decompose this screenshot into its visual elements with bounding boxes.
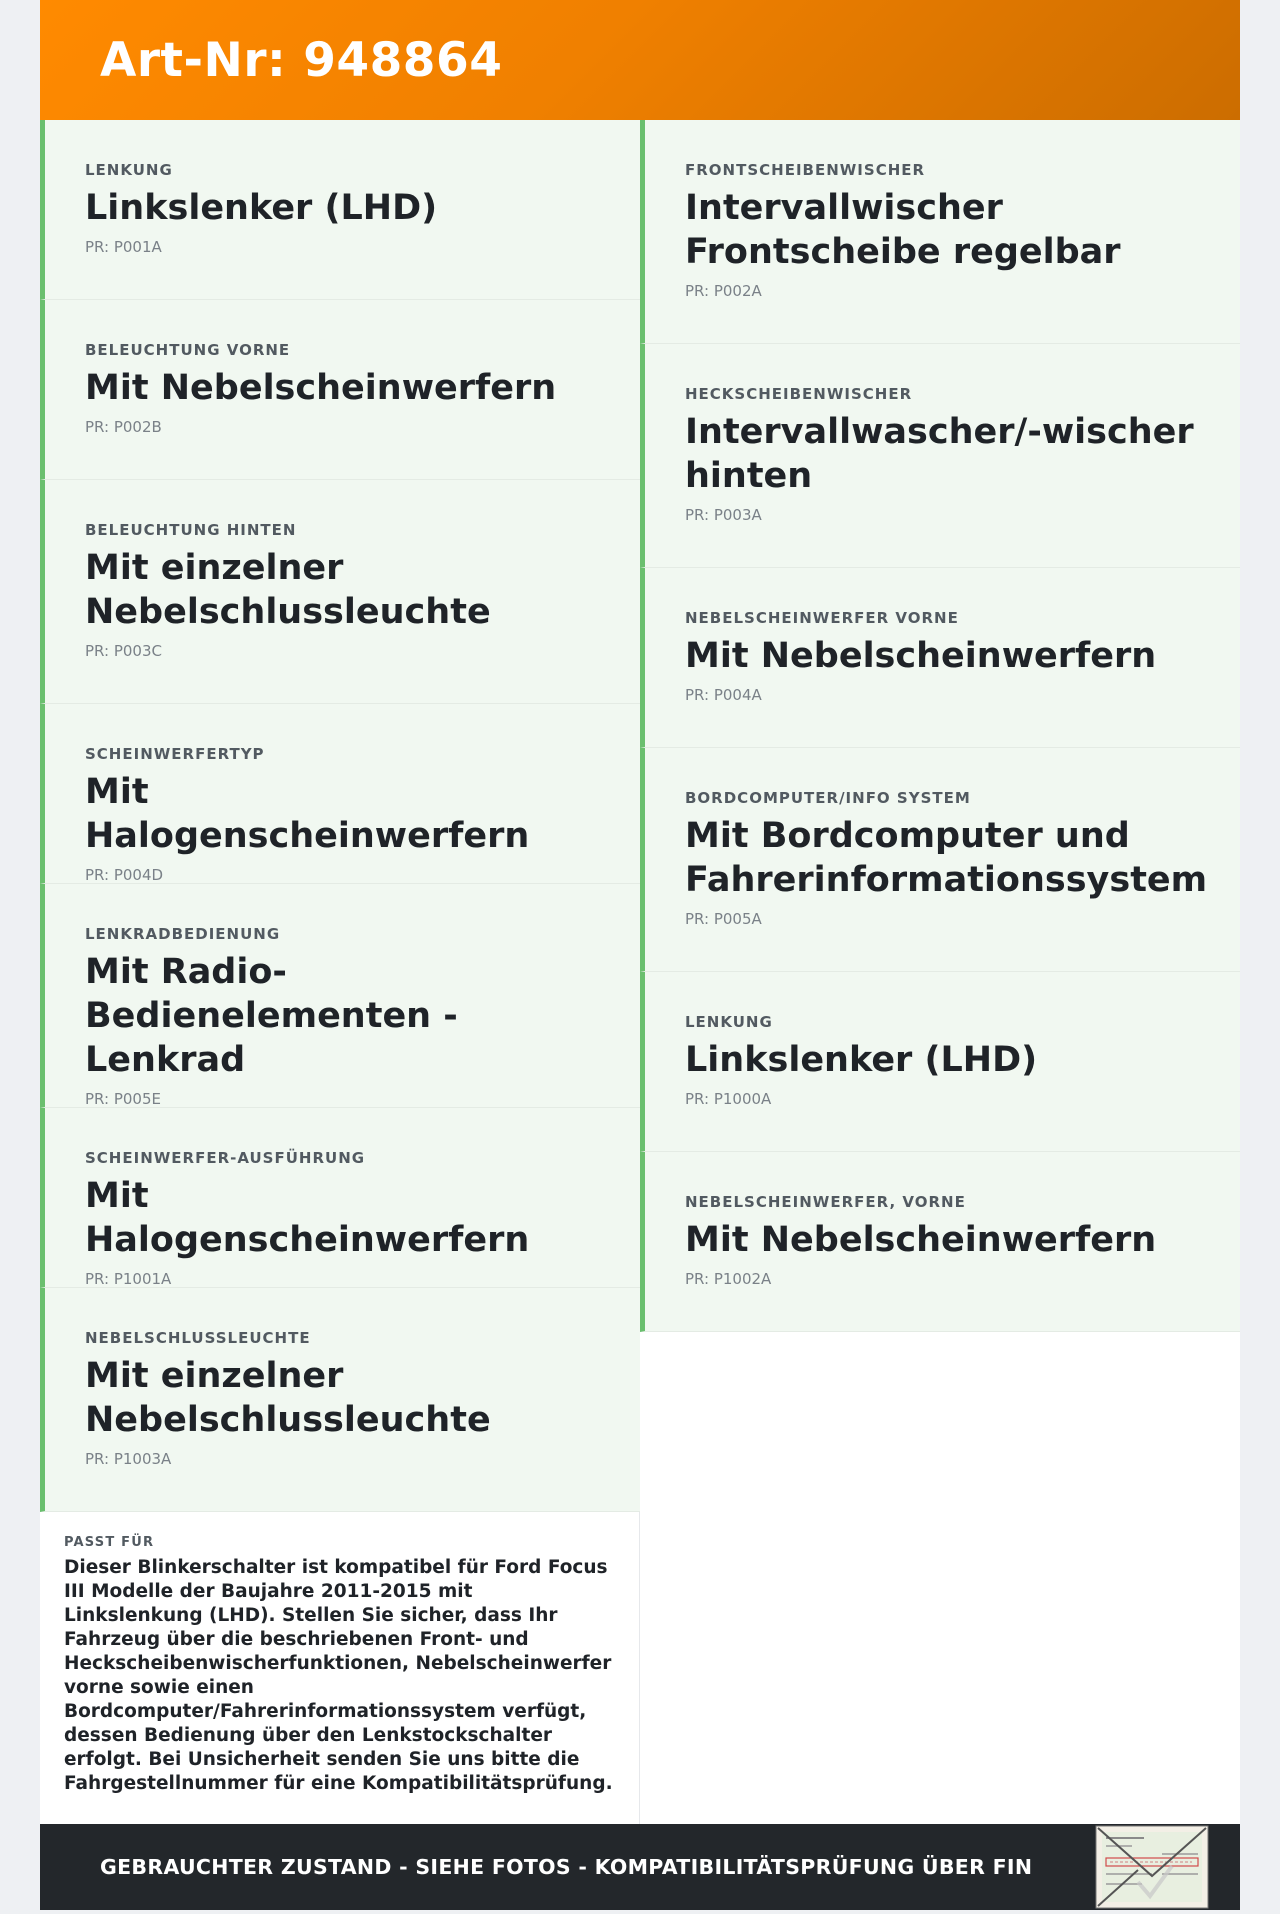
footer-bar bbox=[40, 1824, 1240, 1910]
spec-card bbox=[640, 344, 1240, 568]
spec-pr-code: PR: P003A bbox=[685, 506, 762, 524]
spec-pr-code: PR: P002B bbox=[85, 418, 162, 436]
article-number-title: Art-Nr: 948864 bbox=[100, 32, 503, 88]
spec-label: HECKSCHEIBENWISCHER bbox=[685, 385, 913, 403]
spec-label: NEBELSCHEINWERFER VORNE bbox=[685, 609, 959, 627]
spec-pr-code: PR: P004A bbox=[685, 686, 762, 704]
spec-value: Mit Nebelscheinwerfern bbox=[685, 636, 1157, 676]
spec-value: Mit Nebelscheinwerfern bbox=[85, 368, 557, 408]
spec-card bbox=[40, 884, 640, 1108]
spec-card bbox=[640, 120, 1240, 344]
spec-label: SCHEINWERFER-AUSFÜHRUNG bbox=[85, 1149, 366, 1167]
spec-value: Intervallwascher/-wischer hinten bbox=[685, 412, 1194, 496]
spec-pr-code: PR: P1002A bbox=[685, 1270, 772, 1288]
spec-card bbox=[40, 480, 640, 704]
spec-value: Linkslenker (LHD) bbox=[85, 188, 438, 228]
spec-column-left bbox=[40, 120, 640, 1512]
spec-label: BELEUCHTUNG VORNE bbox=[85, 341, 291, 359]
spec-label: LENKUNG bbox=[85, 161, 173, 179]
spec-pr-code: PR: P1003A bbox=[85, 1450, 172, 1468]
listing-page bbox=[40, 0, 1240, 1910]
spec-label: LENKRADBEDIENUNG bbox=[85, 925, 281, 943]
spec-pr-code: PR: P1001A bbox=[85, 1270, 172, 1288]
spec-value: Mit Halogenscheinwerfern bbox=[85, 772, 530, 856]
spec-label: FRONTSCHEIBENWISCHER bbox=[685, 161, 926, 179]
spec-card bbox=[40, 300, 640, 480]
spec-pr-code: PR: P002A bbox=[685, 282, 762, 300]
vehicle-registration-document-icon bbox=[1092, 1824, 1210, 1910]
compatibility-section bbox=[40, 1512, 640, 1824]
spec-value: Mit Halogenscheinwerfern bbox=[85, 1176, 530, 1260]
spec-label: BELEUCHTUNG HINTEN bbox=[85, 521, 297, 539]
spec-value: Mit einzelner Nebelschlussleuchte bbox=[85, 1356, 491, 1440]
spec-pr-code: PR: P1000A bbox=[685, 1090, 772, 1108]
spec-value: Mit Bordcomputer und Fahrerinformationssystem bbox=[685, 816, 1208, 900]
footer-notice: GEBRAUCHTER ZUSTAND - SIEHE FOTOS - KOMPATIBILITÄTSPRÜFUNG ÜBER FIN bbox=[100, 1855, 1033, 1879]
spec-card bbox=[40, 1288, 640, 1512]
spec-card bbox=[640, 748, 1240, 972]
spec-value: Mit einzelner Nebelschlussleuchte bbox=[85, 548, 491, 632]
spec-value: Linkslenker (LHD) bbox=[685, 1040, 1038, 1080]
spec-card bbox=[40, 1108, 640, 1288]
spec-label: NEBELSCHLUSSLEUCHTE bbox=[85, 1329, 311, 1347]
spec-pr-code: PR: P005E bbox=[85, 1090, 161, 1108]
spec-card bbox=[640, 568, 1240, 748]
spec-label: NEBELSCHEINWERFER, VORNE bbox=[685, 1193, 966, 1211]
spec-grid bbox=[40, 120, 1240, 1824]
compatibility-text: Dieser Blinkerschalter ist kompatibel für Ford Focus III Modelle der Baujahre 2011-2015 mit Linkslenkung (LHD). Stellen Sie sicher, dass Ihr Fahrzeug über die beschriebenen Front- und Heckscheibenwischerfunktionen, Nebelscheinwerfer vorne sowie einen Bordcomputer/Fahrerinformationssystem verfügt, dessen Bedienung über den Lenkstockschalter erfolgt. Bei Unsicherheit senden Sie uns bitte die Fahrgestellnummer für eine Kompatibilitätsprüfung. bbox=[64, 1557, 613, 1794]
spec-column-right bbox=[640, 120, 1240, 1332]
spec-label: LENKUNG bbox=[685, 1013, 773, 1031]
spec-label: SCHEINWERFERTYP bbox=[85, 745, 265, 763]
spec-card bbox=[40, 120, 640, 300]
spec-value: Mit Radio-Bedienelementen - Lenkrad bbox=[85, 952, 458, 1080]
header-banner bbox=[40, 0, 1240, 120]
spec-card bbox=[40, 704, 640, 884]
spec-pr-code: PR: P001A bbox=[85, 238, 162, 256]
spec-pr-code: PR: P005A bbox=[685, 910, 762, 928]
spec-pr-code: PR: P003C bbox=[85, 642, 162, 660]
spec-card bbox=[640, 1152, 1240, 1332]
spec-label: BORDCOMPUTER/INFO SYSTEM bbox=[685, 789, 971, 807]
spec-value: Intervallwischer Frontscheibe regelbar bbox=[685, 188, 1121, 272]
spec-pr-code: PR: P004D bbox=[85, 866, 164, 884]
compatibility-label: PASST FÜR bbox=[64, 1535, 155, 1550]
spec-value: Mit Nebelscheinwerfern bbox=[685, 1220, 1157, 1260]
spec-card bbox=[640, 972, 1240, 1152]
